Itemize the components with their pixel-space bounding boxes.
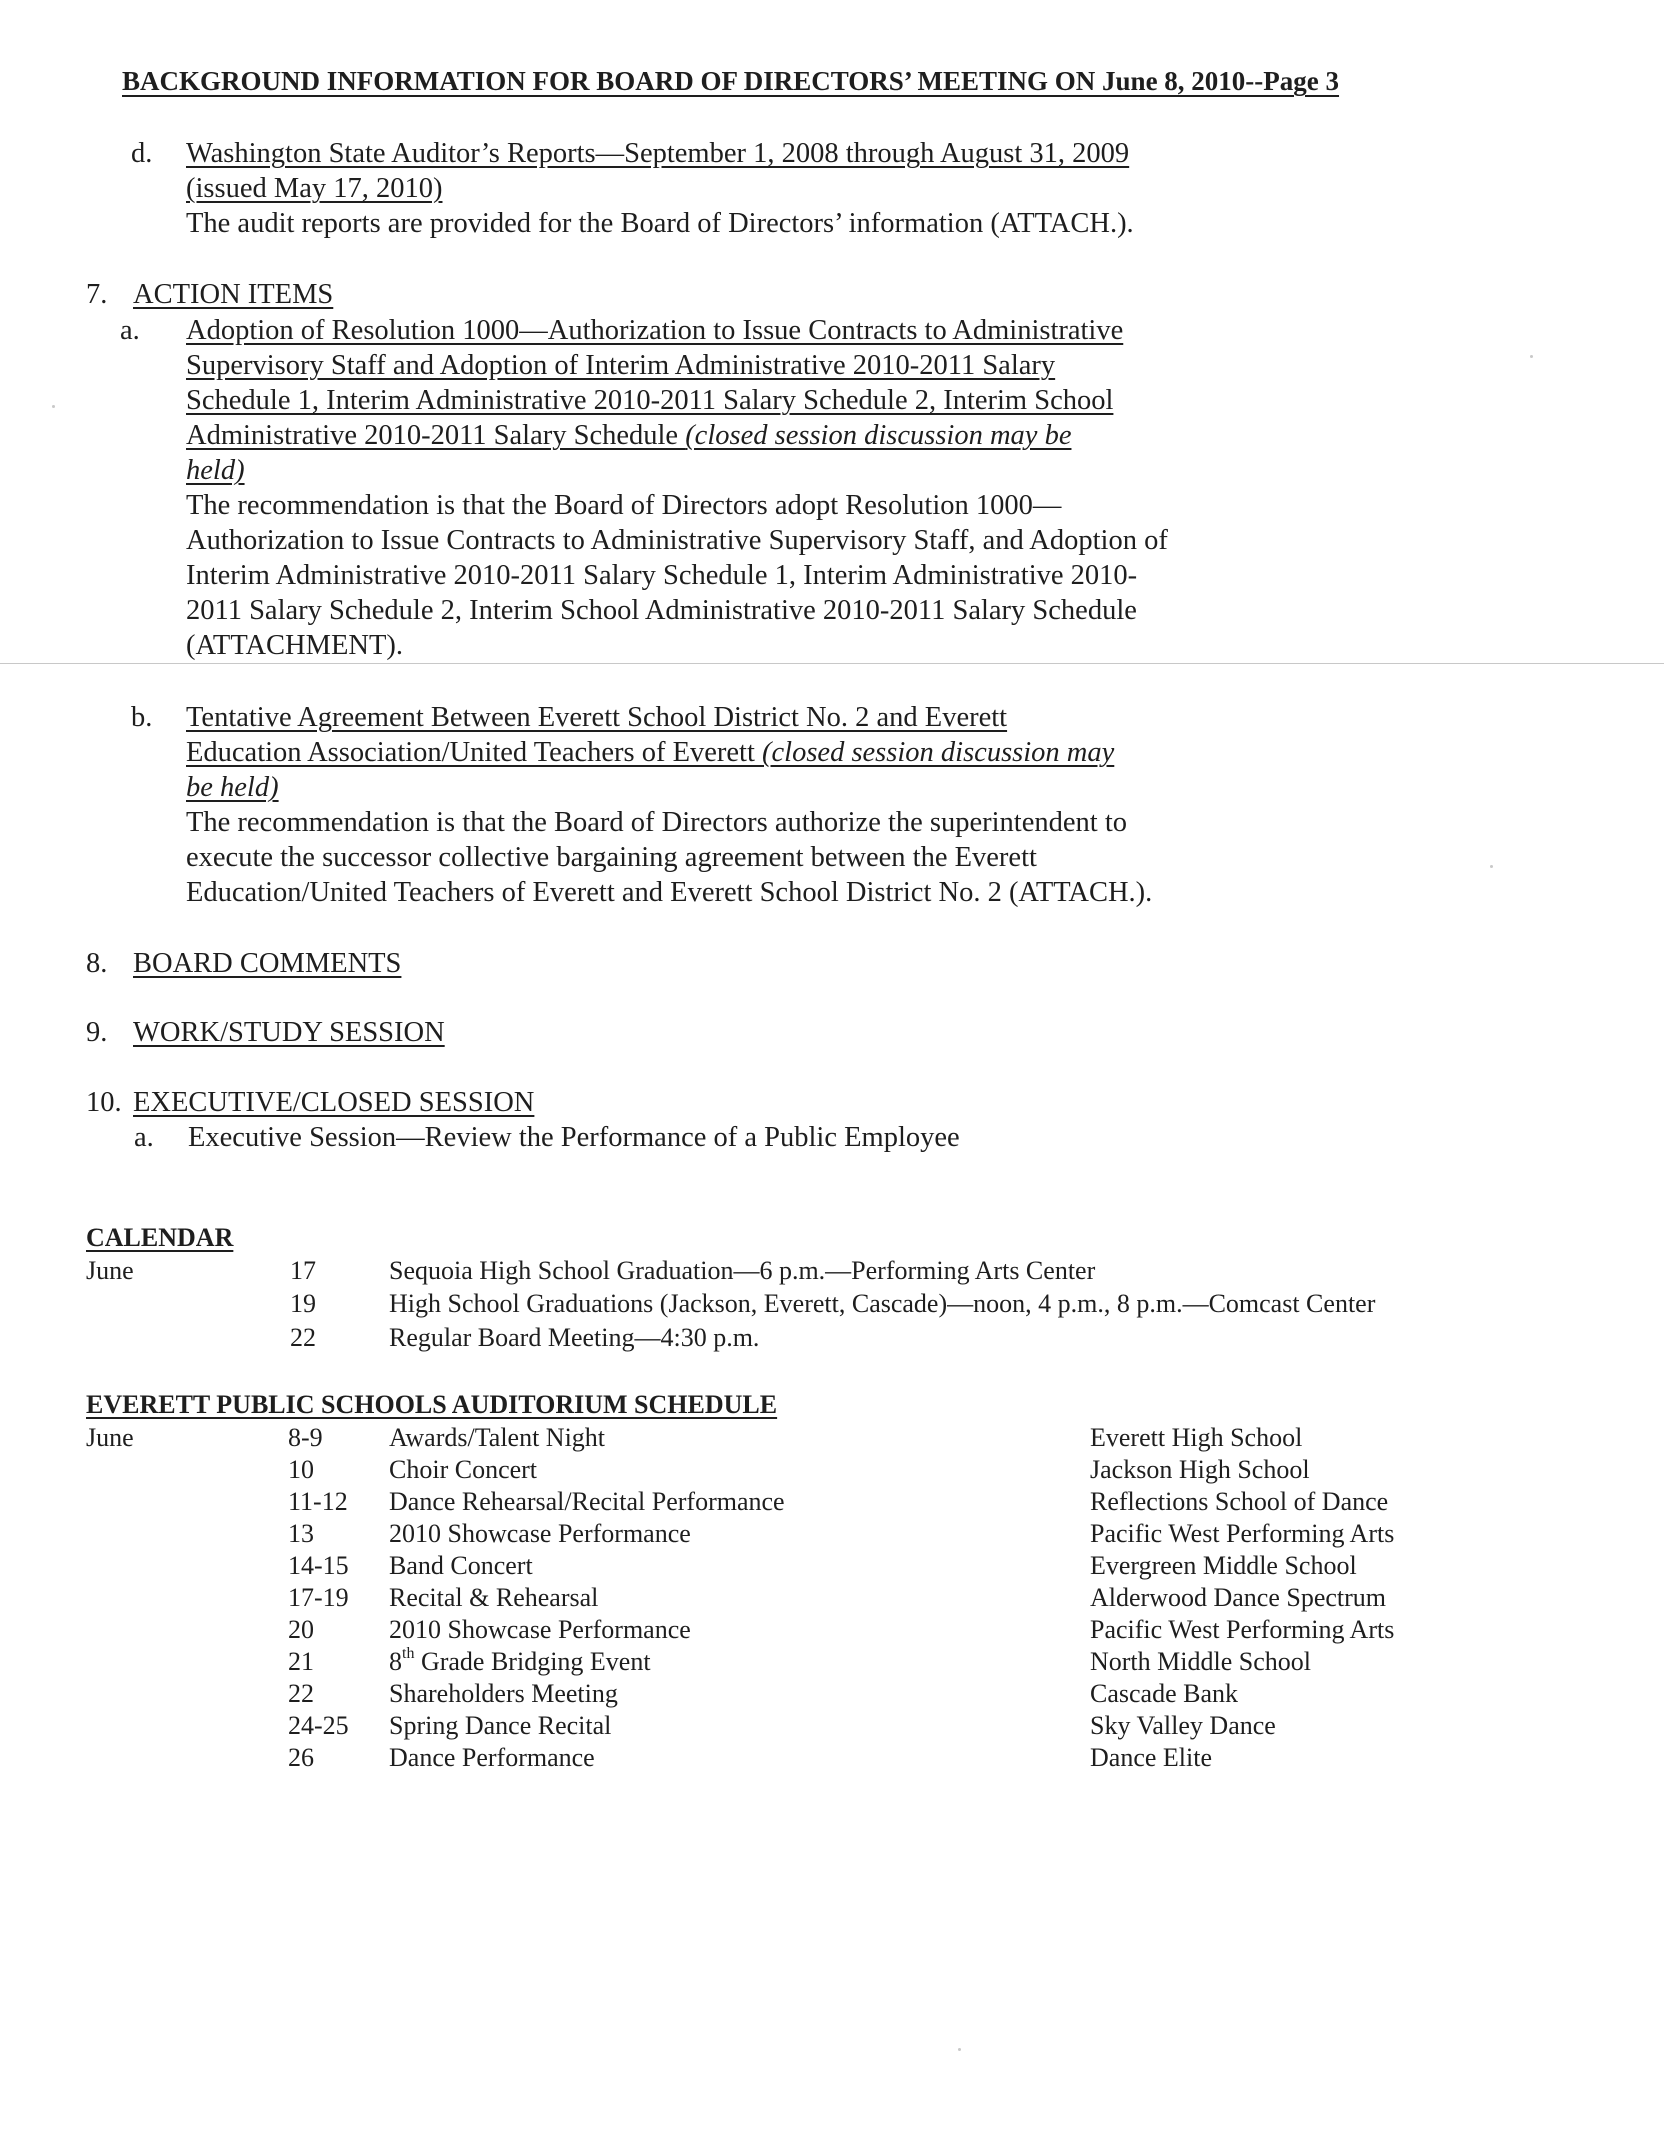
item-7a-title-line2: Supervisory Staff and Adoption of Interim Administrative 2010-2011 Salary xyxy=(186,350,1056,381)
section10-number: 10. xyxy=(86,1087,122,1118)
calendar-event: Sequoia High School Graduation—6 p.m.—Performing Arts Center xyxy=(389,1256,1096,1285)
calendar-event: High School Graduations (Jackson, Everett, Cascade)—noon, 4 p.m., 8 p.m.—Comcast Center xyxy=(389,1289,1376,1318)
item-7a-title-line3: Schedule 1, Interim Administrative 2010-2011 Salary Schedule 2, Interim School xyxy=(186,385,1114,416)
item-7a-body-line4: 2011 Salary Schedule 2, Interim School Administrative 2010-2011 Salary Schedule xyxy=(186,595,1137,626)
item-d-title-line2: (issued May 17, 2010) xyxy=(186,173,443,204)
event-ordinal: 8 xyxy=(389,1647,402,1676)
auditorium-event: Choir Concert xyxy=(389,1455,538,1484)
item-7b-title-line1: Tentative Agreement Between Everett School District No. 2 and Everett xyxy=(186,702,1008,733)
auditorium-day: 24-25 xyxy=(288,1711,349,1740)
item-7a-title-line4-italic: (closed session discussion may be xyxy=(685,420,1072,451)
auditorium-org: Sky Valley Dance xyxy=(1090,1711,1276,1740)
auditorium-event xyxy=(389,1644,651,1679)
auditorium-day: 8-9 xyxy=(288,1423,323,1452)
section10-title: EXECUTIVE/CLOSED SESSION xyxy=(133,1087,535,1118)
auditorium-day: 22 xyxy=(288,1679,314,1708)
scan-speck xyxy=(52,405,55,408)
auditorium-day: 14-15 xyxy=(288,1551,349,1580)
page-header: BACKGROUND INFORMATION FOR BOARD OF DIRECTORS’ MEETING ON June 8, 2010--Page 3 xyxy=(122,66,1340,96)
section7-title: ACTION ITEMS xyxy=(133,279,334,310)
item-7b-title-line3: be held) xyxy=(186,772,279,803)
auditorium-title: EVERETT PUBLIC SCHOOLS AUDITORIUM SCHEDULE xyxy=(86,1390,778,1419)
calendar-day: 17 xyxy=(290,1256,316,1285)
scan-fold-line xyxy=(0,663,1664,664)
item-7a-marker: a. xyxy=(120,315,140,346)
auditorium-org: Pacific West Performing Arts xyxy=(1090,1519,1395,1548)
auditorium-org: Pacific West Performing Arts xyxy=(1090,1615,1395,1644)
section8-number: 8. xyxy=(86,948,108,979)
item-d-body: The audit reports are provided for the Board of Directors’ information (ATTACH.). xyxy=(186,208,1134,239)
calendar-day: 19 xyxy=(290,1289,316,1318)
auditorium-event: 2010 Showcase Performance xyxy=(389,1615,691,1644)
item-7b-marker: b. xyxy=(131,702,153,733)
auditorium-org: North Middle School xyxy=(1090,1647,1311,1676)
auditorium-org: Reflections School of Dance xyxy=(1090,1487,1389,1516)
item-7a-body-line1: The recommendation is that the Board of Directors adopt Resolution 1000— xyxy=(186,490,1062,521)
section9-number: 9. xyxy=(86,1017,108,1048)
calendar-day: 22 xyxy=(290,1323,316,1352)
item-10a-marker: a. xyxy=(134,1122,154,1153)
item-7b-body-line1: The recommendation is that the Board of Directors authorize the superintendent to xyxy=(186,807,1127,838)
auditorium-day: 11-12 xyxy=(288,1487,348,1516)
scan-speck xyxy=(1490,865,1493,868)
item-d-title-line1: Washington State Auditor’s Reports—September 1, 2008 through August 31, 2009 xyxy=(186,138,1130,169)
item-7a-body-line5: (ATTACHMENT). xyxy=(186,630,403,661)
calendar-title: CALENDAR xyxy=(86,1223,234,1252)
auditorium-month: June xyxy=(86,1423,134,1452)
auditorium-day: 10 xyxy=(288,1455,314,1484)
auditorium-event: 2010 Showcase Performance xyxy=(389,1519,691,1548)
item-7b-title-line2-italic: (closed session discussion may xyxy=(762,737,1115,768)
ordinal-suffix: th xyxy=(402,1645,415,1662)
auditorium-org: Jackson High School xyxy=(1090,1455,1310,1484)
event-rest: Grade Bridging Event xyxy=(414,1647,651,1676)
section9-title: WORK/STUDY SESSION xyxy=(133,1017,445,1048)
item-7b-title-line2 xyxy=(186,735,1114,770)
auditorium-day: 21 xyxy=(288,1647,314,1676)
auditorium-day: 13 xyxy=(288,1519,314,1548)
section7-number: 7. xyxy=(86,279,108,310)
calendar-month: June xyxy=(86,1256,134,1285)
auditorium-org: Dance Elite xyxy=(1090,1743,1212,1772)
section8-title: BOARD COMMENTS xyxy=(133,948,402,979)
item-7b-title-line2-normal: Education Association/United Teachers of Everett xyxy=(186,737,763,768)
auditorium-event: Awards/Talent Night xyxy=(389,1423,606,1452)
item-7b-body-line3: Education/United Teachers of Everett and Everett School District No. 2 (ATTACH.). xyxy=(186,877,1153,908)
item-7a-title-line4-normal: Administrative 2010-2011 Salary Schedule xyxy=(186,420,686,451)
auditorium-day: 17-19 xyxy=(288,1583,349,1612)
item-7a-body-line2: Authorization to Issue Contracts to Administrative Supervisory Staff, and Adoption of xyxy=(186,525,1168,556)
auditorium-event: Dance Rehearsal/Recital Performance xyxy=(389,1487,785,1516)
item-10a-text: Executive Session—Review the Performance of a Public Employee xyxy=(188,1122,960,1153)
auditorium-org: Cascade Bank xyxy=(1090,1679,1239,1708)
auditorium-event: Shareholders Meeting xyxy=(389,1679,618,1708)
calendar-event: Regular Board Meeting—4:30 p.m. xyxy=(389,1323,760,1352)
item-7b-body-line2: execute the successor collective bargaining agreement between the Everett xyxy=(186,842,1037,873)
scan-speck xyxy=(1530,355,1533,358)
auditorium-event: Dance Performance xyxy=(389,1743,595,1772)
auditorium-event: Spring Dance Recital xyxy=(389,1711,612,1740)
item-7a-title-line4 xyxy=(186,418,1071,453)
auditorium-event: Band Concert xyxy=(389,1551,533,1580)
auditorium-day: 20 xyxy=(288,1615,314,1644)
auditorium-org: Evergreen Middle School xyxy=(1090,1551,1357,1580)
item-7a-title-line1: Adoption of Resolution 1000—Authorization to Issue Contracts to Administrative xyxy=(186,315,1124,346)
auditorium-org: Everett High School xyxy=(1090,1423,1303,1452)
auditorium-event: Recital & Rehearsal xyxy=(389,1583,599,1612)
auditorium-org: Alderwood Dance Spectrum xyxy=(1090,1583,1387,1612)
item-7a-body-line3: Interim Administrative 2010-2011 Salary Schedule 1, Interim Administrative 2010- xyxy=(186,560,1138,591)
scan-speck xyxy=(958,2048,961,2051)
item-d-marker: d. xyxy=(131,138,153,169)
auditorium-day: 26 xyxy=(288,1743,314,1772)
item-7a-title-line5: held) xyxy=(186,455,245,486)
